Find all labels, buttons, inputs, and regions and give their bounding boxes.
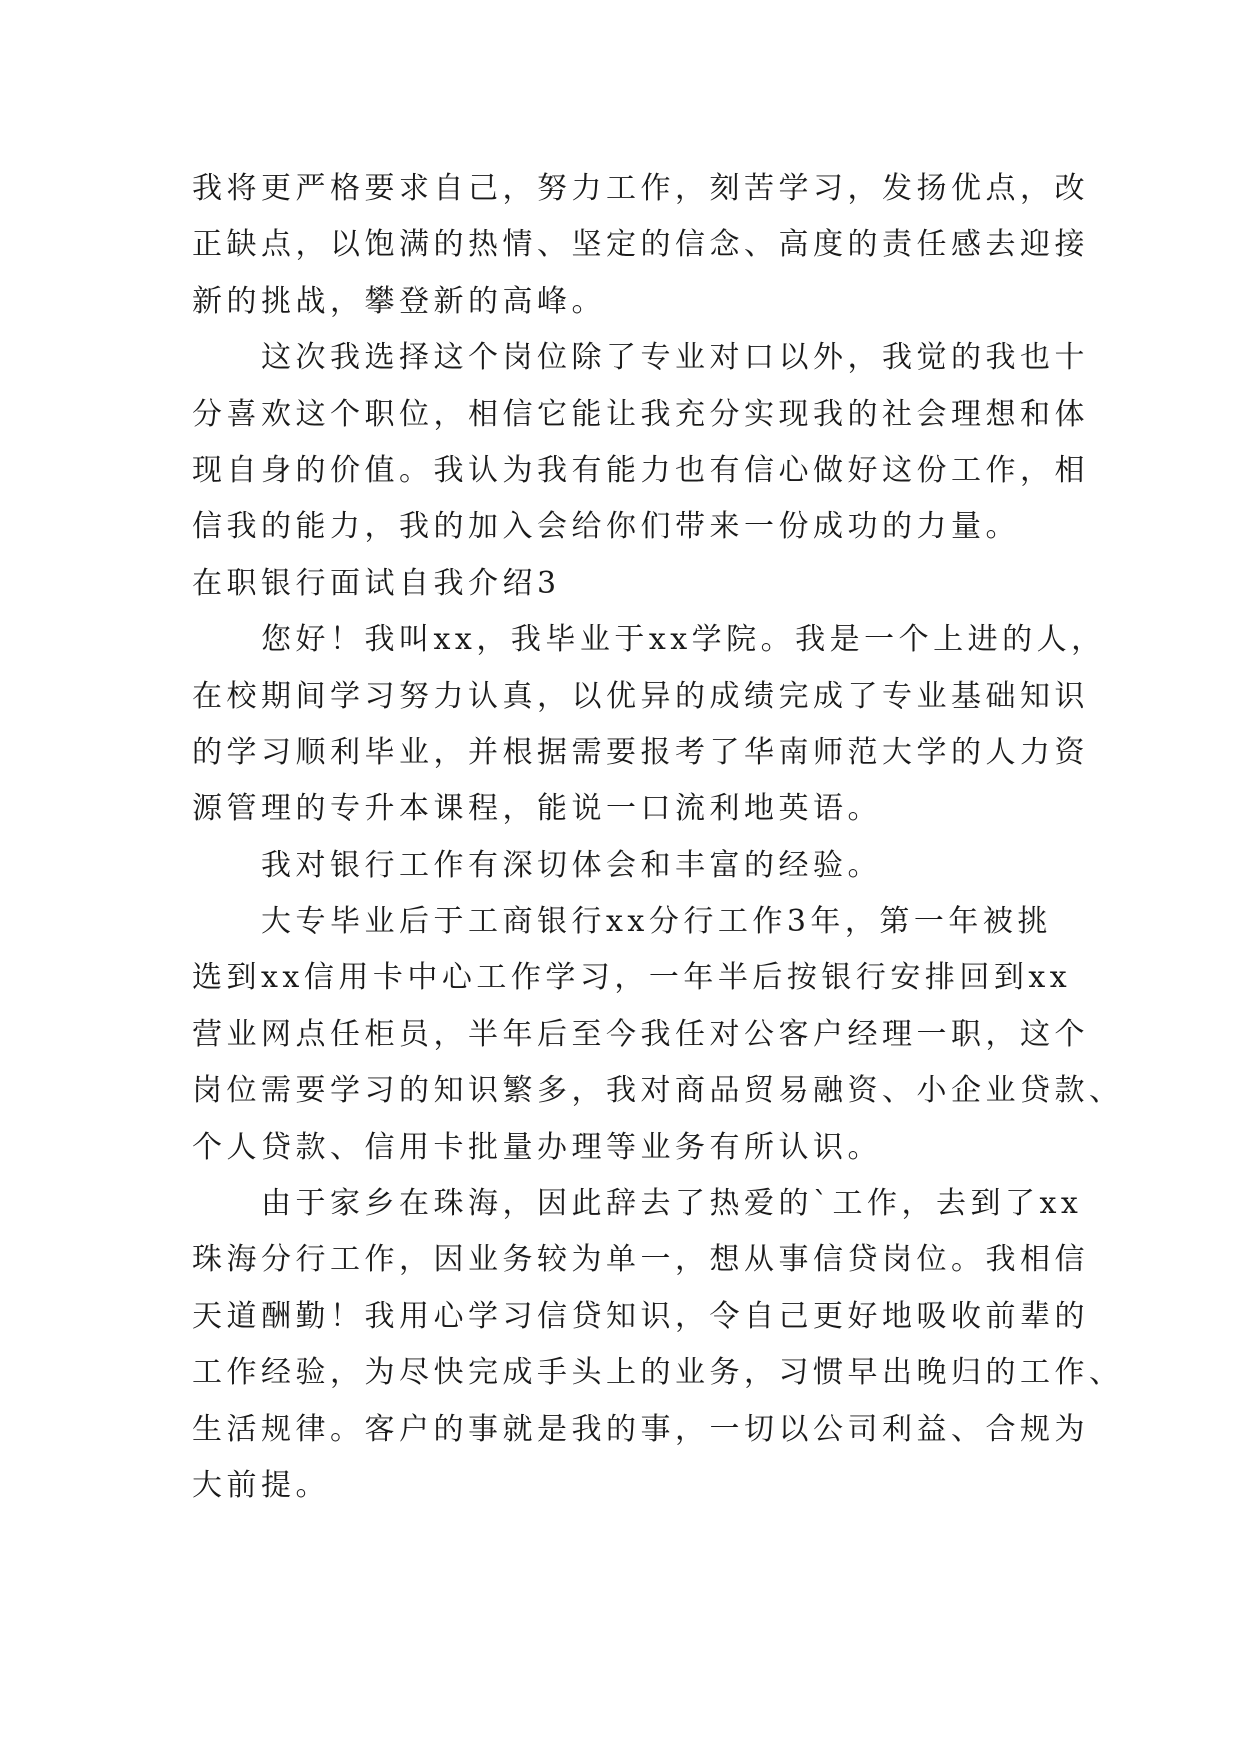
- text-line: 岗位需要学习的知识繁多，我对商品贸易融资、小企业贷款、: [192, 1073, 1124, 1109]
- text-line: 选到xx信用卡中心工作学习，一年半后按银行安排回到xx: [192, 960, 1072, 996]
- text-line: 的学习顺利毕业，并根据需要报考了华南师范大学的人力资: [192, 734, 1089, 770]
- text-line: 新的挑战，攀登新的高峰。: [192, 283, 606, 319]
- document-body: [192, 161, 1124, 1514]
- text-line: 个人贷款、信用卡批量办理等业务有所认识。: [192, 1129, 882, 1165]
- text-line: 这次我选择这个岗位除了专业对口以外，我觉的我也十: [192, 340, 1089, 376]
- text-line: 营业网点任柜员，半年后至今我任对公客户经理一职，这个: [192, 1016, 1089, 1052]
- text-line: 工作经验，为尽快完成手头上的业务，习惯早出晚归的工作、: [192, 1355, 1124, 1391]
- text-line: 信我的能力，我的加入会给你们带来一份成功的力量。: [192, 509, 1020, 545]
- text-line: 在校期间学习努力认真，以优异的成绩完成了专业基础知识: [192, 678, 1089, 714]
- text-line: 现自身的价值。我认为我有能力也有信心做好这份工作，相: [192, 452, 1089, 488]
- text-line: 珠海分行工作，因业务较为单一，想从事信贷岗位。我相信: [192, 1242, 1089, 1278]
- section-heading: 在职银行面试自我介绍3: [192, 565, 561, 601]
- text-line: 大前提。: [192, 1467, 330, 1503]
- text-line: 您好！我叫xx，我毕业于xx学院。我是一个上进的人，: [192, 622, 1106, 658]
- text-line: 我将更严格要求自己，努力工作，刻苦学习，发扬优点，改: [192, 171, 1089, 206]
- text-line: 正缺点，以饱满的热情、坚定的信念、高度的责任感去迎接: [192, 227, 1089, 263]
- text-line: 生活规律。客户的事就是我的事，一切以公司利益、合规为: [192, 1411, 1089, 1447]
- text-line: 天道酬勤！我用心学习信贷知识，令自己更好地吸收前辈的: [192, 1298, 1089, 1334]
- text-line: 大专毕业后于工商银行xx分行工作3年，第一年被挑: [192, 904, 1052, 940]
- text-line: 我对银行工作有深切体会和丰富的经验。: [192, 847, 882, 883]
- text-line: 由于家乡在珠海，因此辞去了热爱的`工作，去到了xx: [192, 1186, 1083, 1222]
- text-line: 源管理的专升本课程，能说一口流利地英语。: [192, 791, 882, 827]
- text-line: 分喜欢这个职位，相信它能让我充分实现我的社会理想和体: [192, 396, 1089, 432]
